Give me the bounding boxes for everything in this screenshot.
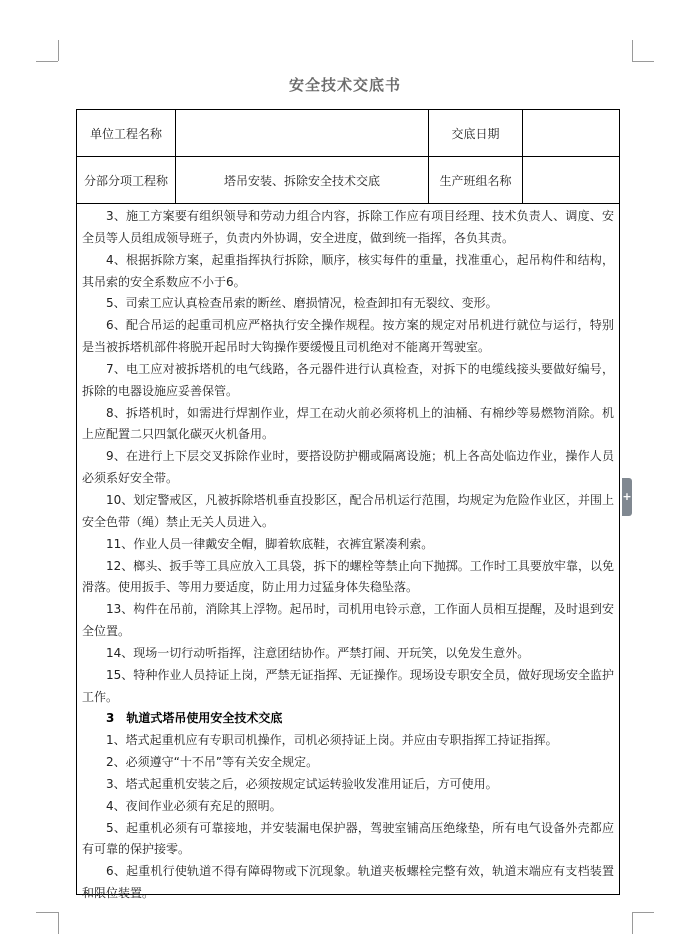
paragraph: 7、电工应对被拆塔机的电气线路，各元器件进行认真检查，对拆下的电缆线接头要做好编号，拆除的电器设施应妥善保管。 [82,361,614,398]
sub-project-label: 分部分项工程称 [83,173,168,188]
paragraph: 14、现场一切行动听指挥，注意团结协作。严禁打闹、开玩笑，以免发生意外。 [106,645,530,660]
unit-project-value[interactable] [175,110,428,156]
date-value[interactable] [522,110,619,156]
crop-mark-bottom-left [36,912,58,913]
paragraph: 2、必须遵守“十不吊”等有关安全规定。 [106,755,319,770]
paragraph: 6、配合吊运的起重司机应严格执行安全操作规程。按方案的规定对吊机进行就位与运行，特别是当被拆塔机部件将脱开起吊时大钩操作要缓慢且司机绝对不能离开驾驶室。 [82,318,614,355]
paragraph: 4、根据拆除方案，起重指挥执行拆除，顺序，核实每件的重量，找准重心，起吊构件和结构，其吊索的安全系数应不小于6。 [82,252,614,289]
paragraph: 3、施工方案要有组织领导和劳动力组合内容，拆除工作应有项目经理、技术负责人、调度、安全员等人员组成领导班子，负责内外协调，安全进度，做到统一指挥，各负其责。 [82,209,614,245]
crop-mark-bottom-right [632,912,633,934]
paragraph: 3、塔式起重机安装之后，必须按规定试运转验收发准用证后，方可使用。 [106,776,498,791]
document-title: 安全技术交底书 [288,76,401,94]
paragraph: 5、起重机必须有可靠接地，并安装漏电保护器，驾驶室铺高压绝缘垫，所有电气设备外壳都应有可靠的保护接零。 [82,820,614,857]
plus-icon: + [622,490,632,503]
team-label: 生产班组名称 [428,157,522,203]
form-row-unit [77,110,619,157]
date-label: 交底日期 [428,110,522,156]
crop-mark-bottom-right [632,912,654,913]
paragraph: 13、构件在吊前，消除其上浮物。起吊时，司机用电铃示意，工作面人员相互提醒，及时退到安全位置。 [82,602,614,639]
paragraph: 11、作业人员一律戴安全帽，脚着软底鞋，衣裤宜紧凑利索。 [106,536,434,551]
paragraph: 15、特种作业人员持证上岗，严禁无证指挥、无证操作。现场设专职安全员，做好现场安全监护工作。 [82,667,614,704]
crop-mark-top-right [632,61,654,62]
paragraph: 8、拆塔机时，如需进行焊割作业，焊工在动火前必须将机上的油桶、有棉纱等易燃物消除。机上应配置二只四氯化碳灭火机备用。 [82,405,614,442]
unit-project-label: 单位工程名称 [89,126,162,141]
disclosure-content [82,206,614,905]
paragraph: 9、在进行上下层交叉拆除作业时，要搭设防护棚或隔离设施；机上各高处临边作业，操作人员必须系好安全带。 [82,449,614,486]
paragraph: 10、划定警戒区，凡被拆除塔机垂直投影区，配合吊机运行范围，均规定为危险作业区，并围上安全色带（绳）禁止无关人员进入。 [82,492,614,529]
crop-mark-bottom-left [58,912,59,934]
form-row-subproject [77,157,619,204]
expand-side-tab[interactable] [622,478,632,516]
paragraph: 1、塔式起重机应有专职司机操作，司机必须持证上岗。并应由专职指挥工持证指挥。 [106,733,558,748]
section-heading: 3 轨道式塔吊使用安全技术交底 [106,711,283,726]
crop-mark-top-left [36,61,58,62]
disclosure-form [76,109,620,901]
paragraph: 4、夜间作业必须有充足的照明。 [106,798,282,813]
paragraph: 6、起重机行使轨道不得有障碍物或下沉现象。轨道夹板螺栓完整有效，轨道末端应有支档装置和限位装置。 [82,864,614,901]
paragraph: 12、榔头、扳手等工具应放入工具袋，拆下的螺栓等禁止向下抛掷。工作时工具要放牢靠，以免滑落。使用扳手、等用力要适度，防止用力过猛身体失稳坠落。 [82,558,614,595]
crop-mark-top-left [58,40,59,61]
paragraph: 5、司索工应认真检查吊索的断丝、磨损情况，检查卸扣有无裂纹、变形。 [106,296,498,311]
crop-mark-top-right [632,40,633,61]
team-value[interactable] [522,157,619,203]
sub-project-value[interactable]: 塔吊安装、拆除安全技术交底 [175,157,428,203]
